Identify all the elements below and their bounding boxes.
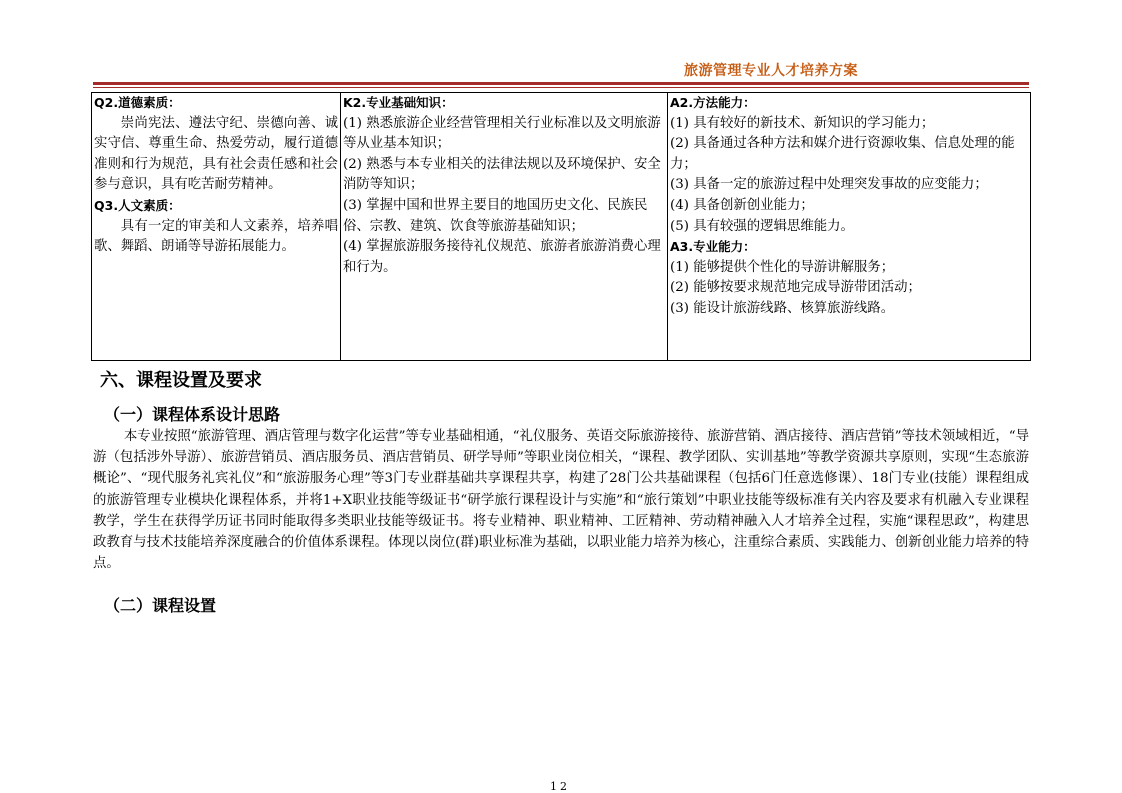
a2-item: (1) 具有较好的新技术、新知识的学习能力； (670, 115, 935, 131)
q3-title: Q3.人文素质： (94, 197, 181, 213)
header-divider-thick (93, 82, 1029, 85)
a2-item: (2) 具备通过各种方法和媒介进行资源收集、信息处理的能力； (670, 136, 1015, 172)
table-column-ability (668, 93, 1030, 360)
body-paragraph: 本专业按照“旅游管理、酒店管理与数字化运营”等专业基础相通，“礼仪服务、英语交际旅游接待、旅游营销、酒店接待、酒店营销”等技术领域相近，“导游（包括涉外导游）、旅游营销员、酒店服务员、酒店营销员、研学导师”等职业岗位相关，“课程、教学团队、实训基地”等教学资源共享原则，实现“生态旅游概论”、“现代服务礼宾礼仪”和“旅游服务心理”等3门专业群基础共享课程共享，构建了28门公共基础课程（包括6门任意选修课）、18门专业(技能）课程组成的旅游管理专业模块化课程体系，并将1+X职业技能等级证书“研学旅行课程设计与实施”和“旅行策划”中职业技能等级标准有关内容及要求有机融入专业课程教学，学生在获得学历证书同时能取得多类职业技能等级证书。将专业精神、职业精神、工匠精神、劳动精神融入人才培养全过程，实施“课程思政”，构建思政教育与技术技能培养深度融合的价值体系课程。体现以岗位(群)职业标准为基础，以职业能力培养为核心，注重综合素质、实践能力、创新创业能力培养的特点。 (93, 429, 1029, 572)
a2-item: (5) 具有较强的逻辑思维能力。 (670, 218, 854, 234)
k2-item: (4) 掌握旅游服务接待礼仪规范、旅游者旅游消费心理和行为。 (343, 239, 661, 275)
table-column-quality (92, 93, 341, 360)
subsection-heading: （一）课程体系设计思路 (104, 405, 281, 424)
a3-item: (1) 能够提供个性化的导游讲解服务； (670, 259, 895, 275)
k2-item: (1) 熟悉旅游企业经营管理相关行业标准以及文明旅游等从业基本知识； (343, 115, 661, 152)
a3-title: A3.专业能力： (670, 239, 756, 255)
table-column-knowledge (341, 93, 668, 360)
competency-table (91, 92, 1031, 361)
q2-body: 崇尚宪法、遵法守纪、崇德向善、诚实守信、尊重生命、热爱劳动，履行道德准则和行为规范，具有社会责任感和社会参与意识，具有吃苦耐劳精神。 (94, 115, 338, 193)
page-number: 12 (550, 780, 570, 793)
header-divider-thin (93, 87, 1029, 88)
document-header-title: 旅游管理专业人才培养方案 (684, 63, 858, 79)
q3-body: 具有一定的审美和人文素养，培养唱歌、舞蹈、朗诵等导游拓展能力。 (94, 218, 338, 255)
k2-title: K2.专业基础知识： (343, 95, 454, 110)
q2-title: Q2.道德素质： (94, 95, 181, 110)
a3-item: (2) 能够按要求规范地完成导游带团活动； (670, 280, 921, 296)
a2-title: A2.方法能力： (670, 95, 756, 110)
a2-item: (3) 具备一定的旅游过程中处理突发事故的应变能力； (670, 177, 988, 193)
k2-item: (3) 掌握中国和世界主要目的地国历史文化、民族民俗、宗教、建筑、饮食等旅游基础知识； (343, 197, 648, 234)
section-heading: 六、课程设置及要求 (100, 370, 262, 391)
a3-item: (3) 能设计旅游线路、核算旅游线路。 (670, 300, 895, 316)
subsection-heading: （二）课程设置 (104, 596, 217, 615)
k2-item: (2) 熟悉与本专业相关的法律法规以及环境保护、安全消防等知识； (343, 156, 661, 193)
a2-item: (4) 具备创新创业能力； (670, 197, 814, 213)
